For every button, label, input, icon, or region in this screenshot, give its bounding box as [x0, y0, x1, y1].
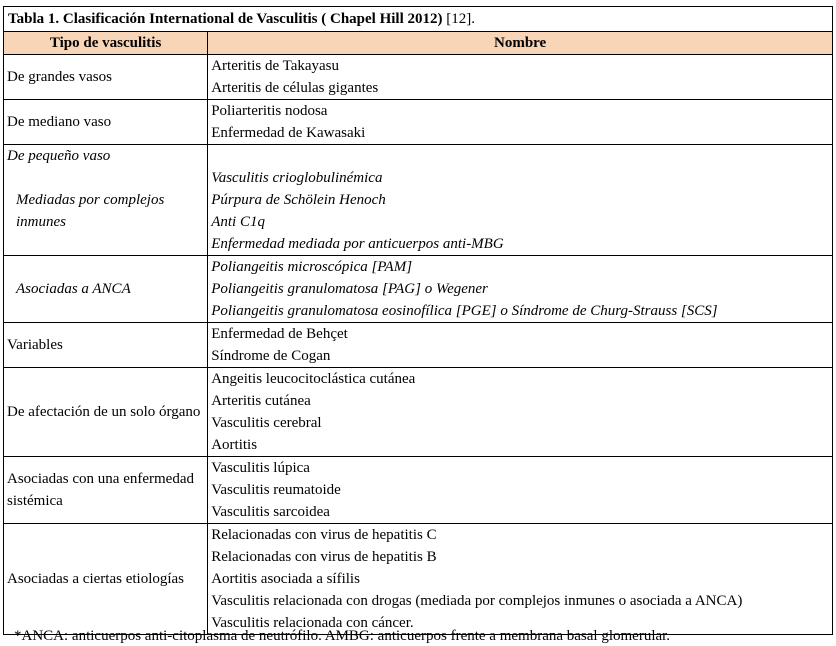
name-cell: Vasculitis cerebral [208, 412, 833, 434]
type-mediano-vaso: De mediano vaso [4, 100, 208, 145]
table-row [4, 457, 833, 480]
caption-row [4, 7, 833, 32]
table-row [4, 145, 833, 168]
name-cell: Vasculitis sarcoidea [208, 501, 833, 524]
name-cell: Vasculitis relacionada con drogas (mediada por complejos inmunes o asociada a ANCA) [208, 590, 833, 612]
name-cell: Vasculitis lúpica [208, 457, 833, 480]
name-cell: Aortitis [208, 434, 833, 457]
type-pequeno-vaso: De pequeño vaso [4, 145, 208, 168]
type-enfermedad-sistemica: Asociadas con una enfermedad sistémica [4, 457, 208, 524]
type-variables: Variables [4, 323, 208, 368]
name-cell: Arteritis de Takayasu [208, 55, 833, 78]
name-cell: Relacionadas con virus de hepatitis B [208, 546, 833, 568]
caption-title: Tabla 1. Clasificación International de Vasculitis ( Chapel Hill 2012) [8, 11, 443, 27]
table-row [4, 167, 833, 189]
table-row [4, 323, 833, 346]
name-cell: Anti C1q [208, 211, 833, 233]
name-cell: Vasculitis relacionada con cáncer. [208, 612, 833, 635]
type-asociadas-anca: Asociadas a ANCA [4, 256, 208, 323]
name-cell: Síndrome de Cogan [208, 345, 833, 368]
name-cell: Poliangeitis granulomatosa [PAG] o Wegener [208, 278, 833, 300]
name-cell-empty [208, 145, 833, 168]
name-cell: Poliangeitis microscópica [PAM] [208, 256, 833, 279]
type-grandes-vasos: De grandes vasos [4, 55, 208, 100]
name-cell: Enfermedad de Behçet [208, 323, 833, 346]
header-row [4, 32, 833, 55]
vasculitis-table-container [3, 6, 833, 635]
type-solo-organo: De afectación de un solo órgano [4, 368, 208, 457]
name-cell: Arteritis cutánea [208, 390, 833, 412]
type-ciertas-etiologias: Asociadas a ciertas etiologías [4, 524, 208, 635]
name-cell: Vasculitis reumatoide [208, 479, 833, 501]
name-cell: Relacionadas con virus de hepatitis C [208, 524, 833, 547]
name-cell: Poliarteritis nodosa [208, 100, 833, 123]
table-row [4, 100, 833, 123]
table-caption [4, 7, 833, 32]
name-cell: Poliangeitis granulomatosa eosinofílica [PGE] o Síndrome de Churg-Strauss [SCS] [208, 300, 833, 323]
name-cell: Arteritis de células gigantes [208, 77, 833, 100]
vasculitis-classification-table [3, 6, 833, 635]
name-cell: Púrpura de Schölein Henoch [208, 189, 833, 211]
name-cell: Vasculitis crioglobulinémica [208, 167, 833, 189]
type-complejos-inmunes: Mediadas por complejos inmunes [4, 167, 208, 256]
table-row [4, 256, 833, 279]
name-cell: Enfermedad mediada por anticuerpos anti-MBG [208, 233, 833, 256]
header-type: Tipo de vasculitis [4, 32, 208, 55]
header-name: Nombre [208, 32, 833, 55]
table-row [4, 55, 833, 78]
table-row [4, 368, 833, 391]
name-cell: Aortitis asociada a sífilis [208, 568, 833, 590]
name-cell: Angeitis leucocitoclástica cutánea [208, 368, 833, 391]
table-footnote: *ANCA: anticuerpos anti-citoplasma de neutrófilo. AMBG: anticuerpos frente a membrana basal glomerular. [14, 628, 671, 644]
caption-ref: [12]. [442, 11, 475, 27]
table-row [4, 524, 833, 547]
name-cell: Enfermedad de Kawasaki [208, 122, 833, 145]
